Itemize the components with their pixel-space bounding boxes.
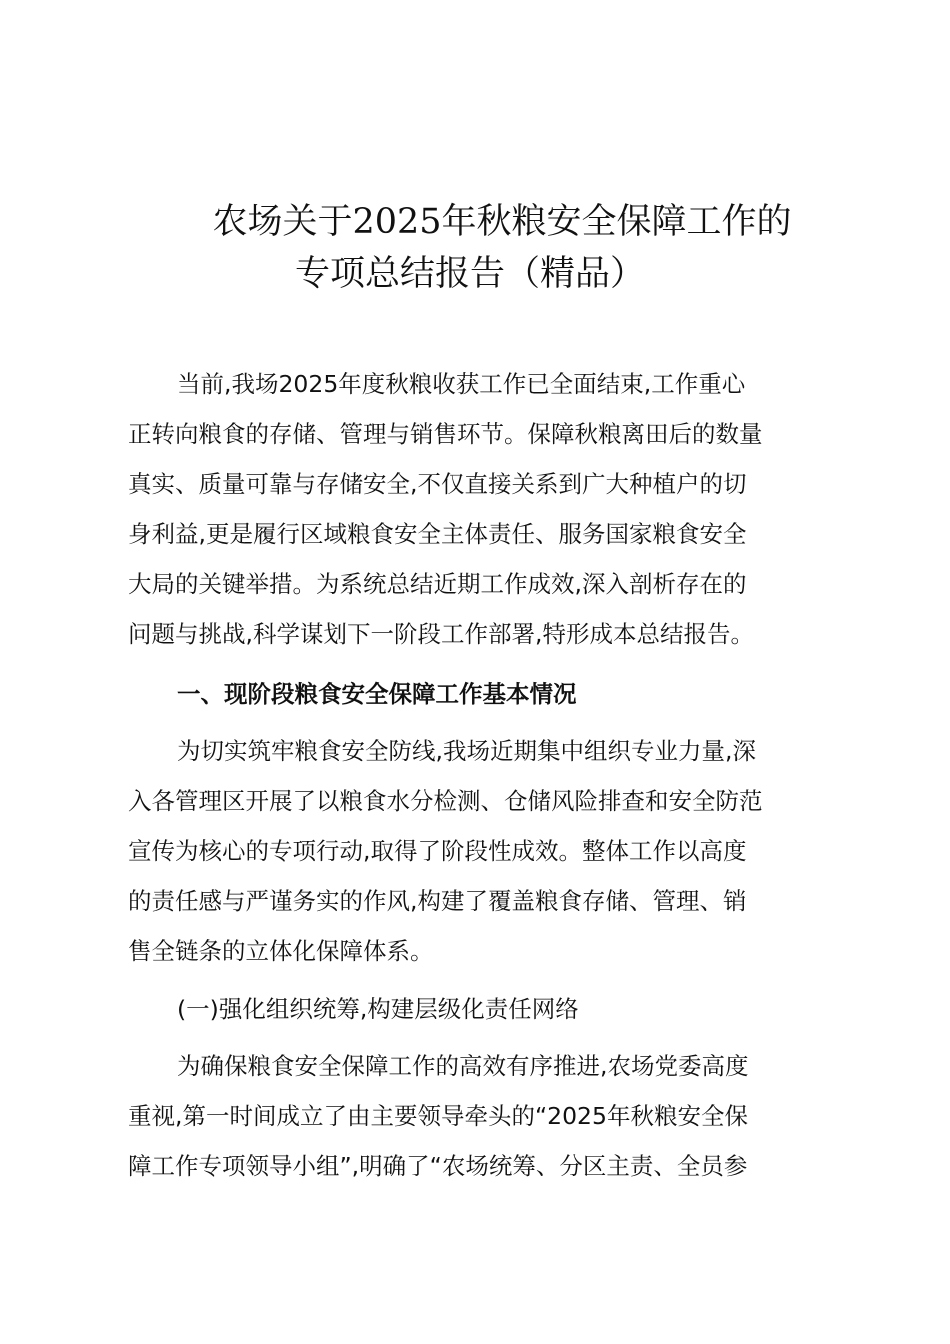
intro-line: 正转向粮食的存储、管理与销售环节。保障秋粮离田后的数量 [128,420,763,448]
subsection1-line: 为确保粮食安全保障工作的高效有序推进,农场党委高度 [177,1052,749,1080]
intro-line: 当前,我场2025年度秋粮收获工作已全面结束,工作重心 [177,370,746,398]
section1-line: 的责任感与严谨务实的作风,构建了覆盖粮食存储、管理、销 [128,887,747,915]
section1-line: 为切实筑牢粮食安全防线,我场近期集中组织专业力量,深 [177,737,756,765]
subsection1-line: 障工作专项领导小组”,明确了“农场统筹、分区主责、全员参 [128,1152,748,1180]
subsection-heading: (一)强化组织统筹,构建层级化责任网络 [177,995,579,1023]
section1-line: 入各管理区开展了以粮食水分检测、仓储风险排查和安全防范 [128,787,763,815]
section-heading: 一、现阶段粮食安全保障工作基本情况 [177,680,577,708]
subsection1-line: 重视,第一时间成立了由主要领导牵头的“2025年秋粮安全保 [128,1102,748,1130]
section1-line: 售全链条的立体化保障体系。 [128,937,434,965]
document-title-line-2: 专项总结报告（精品） [294,254,645,294]
intro-line: 问题与挑战,科学谋划下一阶段工作部署,特形成本总结报告。 [128,620,754,648]
intro-line: 大局的关键举措。为系统总结近期工作成效,深入剖析存在的 [128,570,747,598]
section1-line: 宣传为核心的专项行动,取得了阶段性成效。整体工作以高度 [128,837,747,865]
intro-line: 真实、质量可靠与存储安全,不仅直接关系到广大种植户的切 [128,470,747,498]
intro-line: 身利益,更是履行区域粮食安全主体责任、服务国家粮食安全 [128,520,747,548]
document-title-line-1: 农场关于2025年秋粮安全保障工作的 [212,202,792,242]
